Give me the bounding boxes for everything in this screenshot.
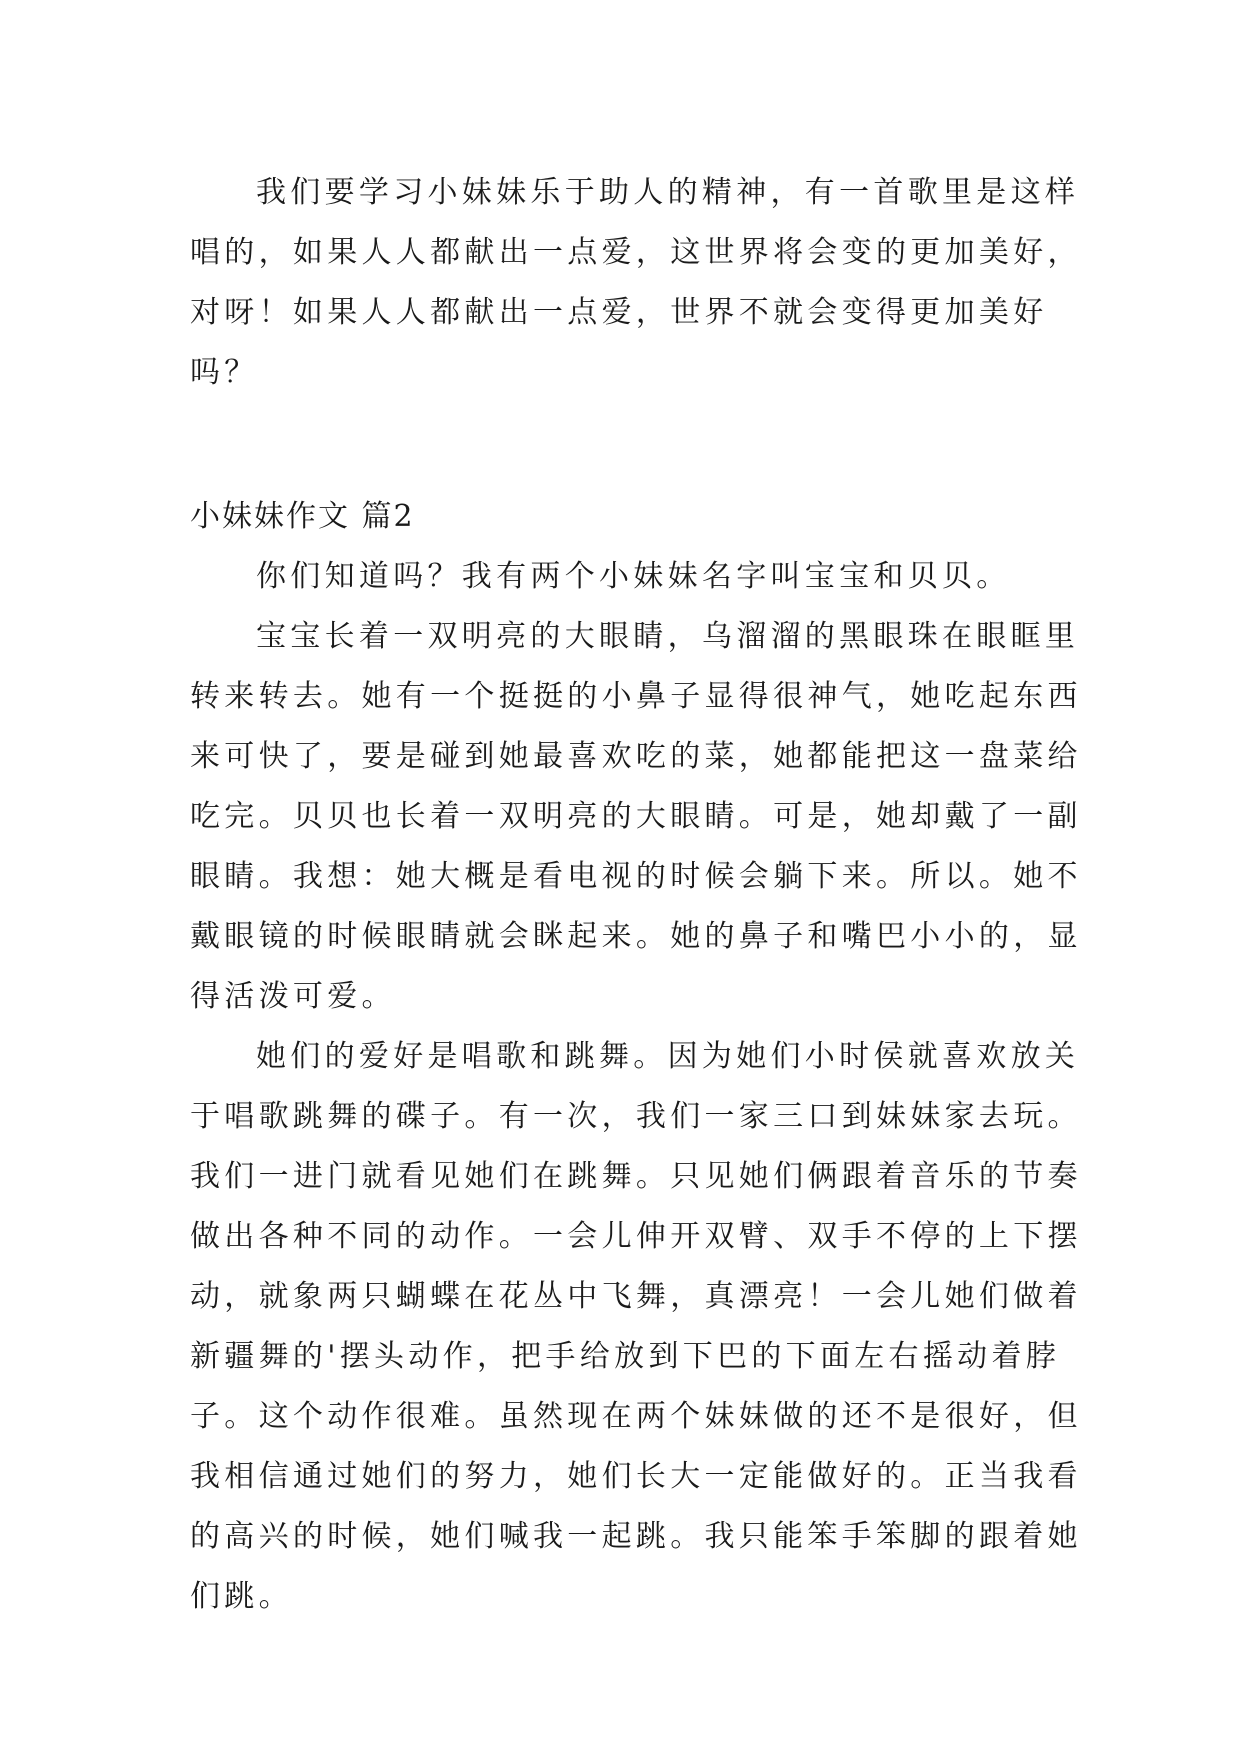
paragraph-line: 吃完。贝贝也长着一双明亮的大眼睛。可是，她却戴了一副: [190, 799, 1082, 834]
paragraph-2: [190, 547, 1050, 607]
document-body: [190, 163, 1082, 1627]
paragraph-line: 眼睛。我想：她大概是看电视的时候会躺下来。所以。她不: [190, 859, 1082, 894]
paragraph-line: 子。这个动作很难。虽然现在两个妹妹做的还不是很好，但: [190, 1399, 1082, 1434]
paragraph-line: 得活泼可爱。: [190, 979, 396, 1014]
paragraph-line: 我们要学习小妹妹乐于助人的精神，有一首歌里是这样: [256, 175, 1080, 210]
paragraph-line: 动，就象两只蝴蝶在花丛中飞舞，真漂亮！一会儿她们做着: [190, 1279, 1082, 1314]
paragraph-line: 你们知道吗？我有两个小妹妹名字叫宝宝和贝贝。: [256, 559, 1011, 594]
paragraph-line: 她们的爱好是唱歌和跳舞。因为她们小时侯就喜欢放关: [256, 1039, 1080, 1074]
paragraph-line: 戴眼镜的时候眼睛就会眯起来。她的鼻子和嘴巴小小的，显: [190, 919, 1082, 954]
paragraph-line: 我们一进门就看见她们在跳舞。只见她们俩跟着音乐的节奏: [190, 1159, 1082, 1194]
paragraph-1: [190, 163, 1082, 403]
section-spacer: [190, 403, 1050, 487]
paragraph-line: 宝宝长着一双明亮的大眼睛，乌溜溜的黑眼珠在眼眶里: [256, 619, 1080, 654]
paragraph-line: 于唱歌跳舞的碟子。有一次，我们一家三口到妹妹家去玩。: [190, 1099, 1082, 1134]
paragraph-line: 的高兴的时候，她们喊我一起跳。我只能笨手笨脚的跟着她: [190, 1519, 1082, 1554]
paragraph-3: [190, 607, 1082, 1027]
paragraph-line: 我相信通过她们的努力，她们长大一定能做好的。正当我看: [190, 1459, 1082, 1494]
paragraph-line: 新疆舞的'摆头动作，把手给放到下巴的下面左右摇动着脖: [190, 1339, 1061, 1374]
paragraph-4: [190, 1027, 1082, 1627]
paragraph-line: 对呀！如果人人都献出一点爱，世界不就会变得更加美好: [190, 295, 1048, 330]
paragraph-line: 吗？: [190, 355, 259, 390]
section-heading: 小妹妹作文 篇2: [190, 499, 415, 534]
paragraph-line: 做出各种不同的动作。一会儿伸开双臂、双手不停的上下摆: [190, 1219, 1082, 1254]
paragraph-line: 唱的，如果人人都献出一点爱，这世界将会变的更加美好，: [190, 235, 1082, 270]
paragraph-line: 们跳。: [190, 1579, 293, 1614]
paragraph-line: 转来转去。她有一个挺挺的小鼻子显得很神气，她吃起东西: [190, 679, 1082, 714]
paragraph-line: 来可快了，要是碰到她最喜欢吃的菜，她都能把这一盘菜给: [190, 739, 1082, 774]
